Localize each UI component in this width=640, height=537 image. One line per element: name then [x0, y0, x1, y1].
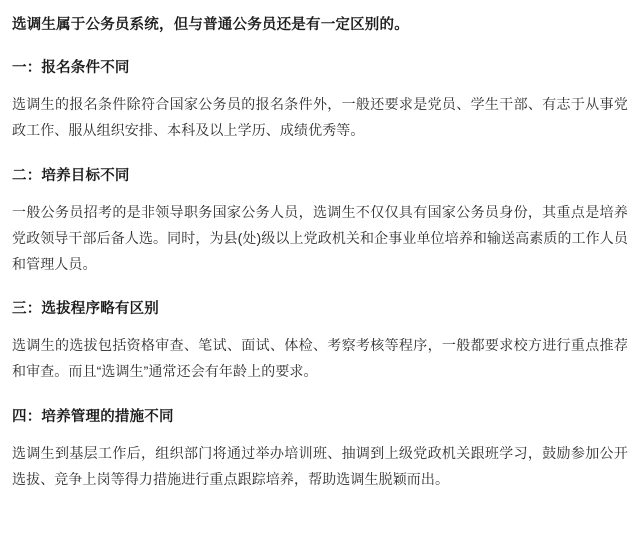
section-body-2: 一般公务员招考的是非领导职务国家公务人员，选调生不仅仅具有国家公务员身份，其重点是培养党政领导干部后备人选。同时，为县(处)级以上党政机关和企事业单位培养和输送高素质的工作人员和管理人员。: [12, 203, 628, 272]
section-body-1: 选调生的报名条件除符合国家公务员的报名条件外，一般还要求是党员、学生干部、有志于从事党政工作、服从组织安排、本科及以上学历、成绩优秀等。: [12, 96, 628, 139]
section-heading-3: 三：选拔程序略有区别: [12, 301, 159, 318]
section-heading-2: 二：培养目标不同: [12, 168, 130, 184]
section-heading-1: 一：报名条件不同: [12, 60, 130, 77]
section-heading-4: 四：培养管理的措施不同: [12, 408, 174, 425]
document-section-2: [12, 166, 628, 277]
document-section-1: [12, 58, 628, 144]
section-body-3: 选调生的选拔包括资格审查、笔试、面试、体检、考察考核等程序，一般都要求校方进行重点推荐和审查。而且“选调生”通常还会有年龄上的要求。: [12, 337, 628, 380]
document-intro: 选调生属于公务员系统，但与普通公务员还是有一定区别的。: [12, 17, 409, 33]
section-body-4: 选调生到基层工作后，组织部门将通过举办培训班、抽调到上级党政机关跟班学习，鼓励参加公开选拔、竞争上岗等得力措施进行重点跟踪培养，帮助选调生脱颖而出。: [12, 444, 628, 487]
document-section-4: [12, 407, 628, 493]
document-section-3: [12, 299, 628, 385]
